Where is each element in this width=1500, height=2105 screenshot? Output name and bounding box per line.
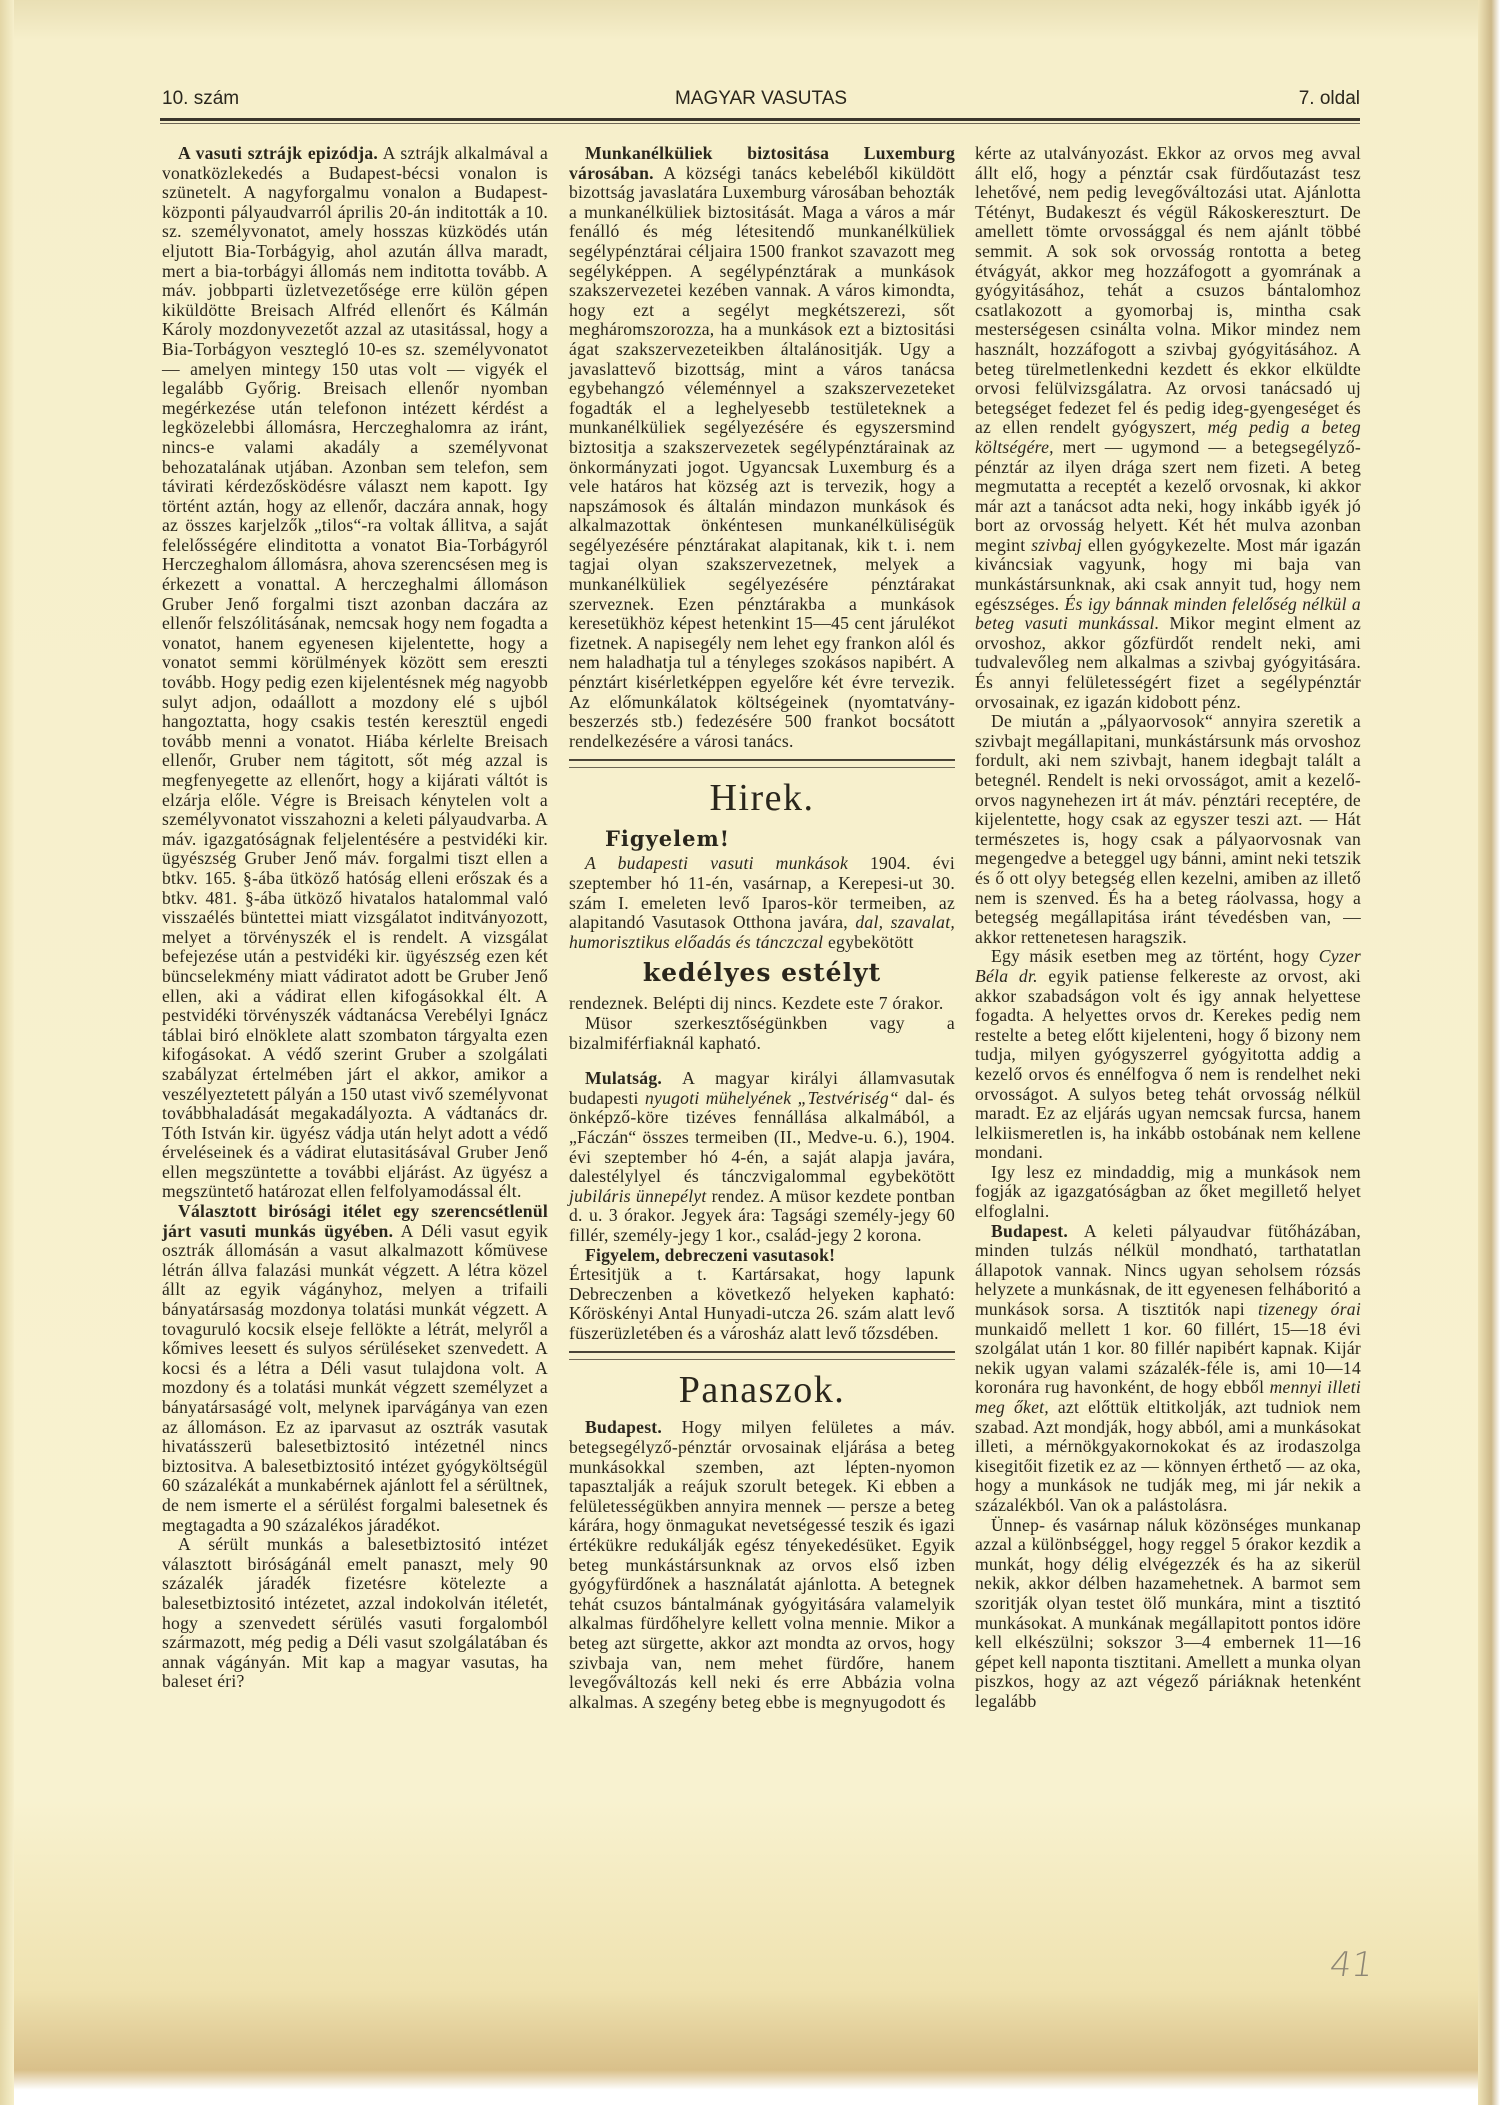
body-text: Hogy milyen felületes a máv. betegsegélyző-pénztár orvosainak eljárása a beteg munkásokkal szemben, azt lépten-nyomon tapasztalják a reájuk szorult betegek. Ki ebben a felületességükben annyira mennek — persze a beteg kárára, hogy önmagukat nevetségessé teszik és igazi értékükre redukálják egész tényekedésüket. Egyik beteg munkástársunknak az orvos első izben gyógyfürdőnek a használatát ajánlotta. A betegnek tehát csuzos bántalmának gyógyitására valamelyik alkalmas fürdőhelyre kellett volna mennie. Mikor a beteg azt sürgette, akkor azt mondta az orvos, hogy szivbaja van, nem mehet fürdőre, hanem levegőváltozás kell neki és erre Abbázia volna alkalmas. A szegény beteg ebbe is megnyugodott és — [569, 1417, 955, 1712]
body-text: azt előttük eltitkolják, azt tudniok nem szabad. Azt mondják, hogy abból, ami a munkásokat illeti, a mérnökgyakornokokat és az irodaszolga kisegitőit fizetik ez az — könnyen érthető — az oka, hogy a munkások ne tudják meg, mi jár nekik a százalékból. Van ok a palástolásra. — [975, 1397, 1361, 1515]
emphasized-text: Cyzer Béla dr. — [975, 946, 1361, 986]
page-number: 7. oldal — [1298, 88, 1360, 109]
body-text: egybekötött — [823, 931, 914, 952]
body-text: A sztrájk alkalmával a vonatközlekedés a Budapest-bécsi vonalon is szünetelt. A nagyforgalmu vonalon a Budapest-központi pályaudvarról április 20-án inditották a 10. sz. személyvonatot, amely hosszas küzködés után eljutott Bia-Torbágyig, ahol azután állva maradt, mert a bia-torbágyi állomás nem inditotta tovább. A máv. jobbparti üzletvezetősége erre külön gépen kiküldötte Breisach Alfréd ellenőrt és Kálmán Károly mozdonyvezetőt azzal az utasitással, hogy a Bia-Torbágyon vesztegló 10-es sz. személyvonatot — amelyen mintegy 150 utas volt — vigyék el legalább Győrig. Breisach ellenőr nyomban megérkezése után telefonon intézett kérdést a legközelebbi állomásra, Herczeghalomra az iránt, nincs-e valami akadály a személyvonat behozatalának utjában. Azonban sem telefon, sem távirati kérdezősködésre választ nem kapott. Igy történt aztán, hogy az ellenőr, daczára annak, hogy az összes karjelzők „tilos“-ra voltak állitva, a saját felelősségére elinditotta a vonatot Bia-Torbágyról Herczeghalom állomásra, ahova szerencsésen meg is érkezett a vonattal. A herczeghalmi állomáson Gruber Jenő forgalmi tiszt azonban daczára az ellenőr felszólitásának, nemcsak hogy nem fogadta a vonatot, hanem egyenesen kijelentette, hogy a vonatot semmi körülmények között sem ereszti tovább. Hogy pedig ezen kijelentésnek még nagyobb sulyt adjon, odaállott a mozdony elé s ujból hangoztatta, hogy csakis testén keresztül engedi tovább menni a vonatot. Hiába kérlelte Breisach ellenőr, Gruber nem tágitott, sőt még azzal is megfenyegette az ellenőrt, hogy a kijárati váltót is elzárja előle. Végre is Breisach kénytelen volt a személyvonatot visszahozni a keleti pályaudvarba. A máv. igazgatóságnak feljelentésére a pestvidéki kir. ügyészség Gruber Jenő máv. forgalmi tiszt ellen a btkv. 165. §-ába ütköző hatóság elleni erőszak és a btkv. 481. §-ába ütköző hivatalos hatalommal való visszaélés büntettei miatt vizsgálatot inditványozott, melyet a törvényszék el is rendelt. A vizsgálat befejezése után a pestvidéki kir. ügyészség ezen két büncselekmény miatt vádiratot adott be Gruber Jenő ellen, aki a vádirat ellen kifogásokkal élt. A pestvidéki törvényszék vádtanácsa Verebélyi Ignácz táblai biró elnöklete alatt szombaton tárgyalta ezen kifogásokat. A védő szerint Gruber a szolgálati szabályzat értelmében járt el akkor, amikor a veszélyeztetett pályán a 150 utast vivő személyvonat továbbhaladását megakadályozta. A vádtanács dr. Tóth István kir. ügyész vádja után helyt adott a védő érveléseinek és a vádirat elutasitásával Gruber Jenő ellen megszüntette a további eljárást. Az ügyész a megszüntető határozat ellen felfolyamodással élt. — [162, 143, 549, 1202]
body-text: ellen gyógykezelte. Most már igazán kiváncsiak vagyunk, hogy mi baja van munkástársunknak, aki csak annyit tud, hogy nem egészséges. — [975, 534, 1362, 614]
body-text: 1904. évi szeptember hó 11-én, vasárnap, a Kerepesi-ut 30. szám I. emeleten levő Iparos-kör termeiben, az alapitandó Vasutasok Otthona javára, — [569, 853, 955, 933]
emphasized-text: dal, szavalat, humorisztikus előadás és tánczczal — [569, 912, 955, 952]
body-text: Értesitjük a t. Kartársakat, hogy lapunk Debreczenben a következő helyeken kapható: Kőröskényi Antal Hunyadi-utcza 26. szám alatt levő füszerüzletében és a városház alatt levő tőzsdében. — [569, 1264, 955, 1343]
section-heading: Panaszok. — [678, 1369, 846, 1412]
article-paragraph — [162, 144, 548, 1202]
article-paragraph — [162, 1202, 548, 1535]
body-text: rendeznek. Belépti dij nincs. Kezdete este 7 órakor. — [569, 993, 944, 1014]
article-lead-heading: Munkanélküliek biztositása Luxemburg városában. — [569, 143, 955, 183]
page-header — [162, 86, 1360, 116]
body-text: A keleti pályaudvar fütőházában, minden tulzás nélkül mondható, tarthatatlan állapotok vannak. Nincs ugyan seholsem rózsás helyzete a munkásnak, de itt egyenesen felháboritó a munkások sorsa. A tisztitók napi — [975, 1220, 1361, 1320]
article-paragraph — [975, 144, 1361, 712]
article-paragraph — [975, 712, 1361, 947]
body-text: Egy másik esetben meg az történt, hogy — [991, 946, 1319, 967]
article-paragraph — [569, 1418, 955, 1712]
column-2 — [569, 144, 955, 1712]
header-rule — [160, 118, 1360, 121]
spacer — [569, 1053, 955, 1069]
body-text: A magyar királyi államvasutak budapesti — [569, 1068, 955, 1108]
article-lead-heading: Mulatság. — [585, 1068, 663, 1089]
article-paragraph — [569, 994, 955, 1014]
newspaper-title: MAGYAR VASUTAS — [674, 88, 848, 109]
body-text: egyik patiense felkereste az orvost, aki akkor szabadságon volt és igy annak helyettese fogadta. A helyettes orvos dr. Kerekes pedig nem restelte a beteg előtt kijelenteni, hogy ő bizony nem tudja, milyen gyógyszerrel gyógyitotta addig a kezelő orvos és ennélfogva ő nem is rendelhet neki orvosságot. A sulyos beteg tehát orvosság nélkül maradt. Ez az eljárás ugyan nemcsak furcsa, hanem lelkiismeretlen is, ha inkább ostobának nem kellene mondani. — [975, 965, 1361, 1163]
header-rule-thin — [160, 123, 1360, 124]
body-text: A községi tanács kebeléből kiküldött bizottság javaslatára Luxemburg városában behozták a munkanélküliek biztositását. Maga a város a már fenálló és még létesitendő munkanélküliek segélypénztárai céljaira 1500 frankot szavazott meg segélyképpen. A segélypénztárak a munkások szakszervezetei kezében vannak. A város kimondta, hogy ezt a segélyt megkétszerezi, sőt megháromszorozza, ha a munkások ezt a biztositási ágat szakszervezeteikben általánositják. Ugy a javaslattevő bizottság, mint a város tanácsa egybehangzó véleménnyel a szakszervezeteket fogadták el a leghelyesebb testületeknek a munkanélküliek segélyezésére és egyszersmind biztositja a szakszervezetek segélypénztárainak az önkormányzati jogot. Ugyancsak Luxemburg és a vele határos hat község azt is tervezik, hogy a napszámosok és általán mindazon munkások és alkalmazottak önkéntesen munkanélküliségük segélyezésére pénztárakat alapitanak, kik t. i. nem tagjai olyan szakszervezetnek, melyek a munkanélküliek segélyezésére pénztárakat szerveznek. Ezen pénztárakba a munkások keresetükhöz képest hetenkint 15—45 cent járulékot fizetnek. A napisegély nem lehet egy frankon alól és nem haladhatja tul a tényleges szokásos napibért. A pénztárt kisérletképpen egyelőre két évre tervezik. Az előmunkálatok költségeinek (nyomtatvány-beszerzés stb.) fedezésére 500 frankot bocsátott rendelkezésére a városi tanács. — [569, 162, 955, 751]
article-paragraph — [162, 1535, 548, 1692]
column-1 — [162, 144, 548, 1692]
section-heading: Hirek. — [709, 777, 815, 820]
article-paragraph — [569, 854, 955, 952]
article-lead-heading: A vasuti sztrájk epizódja. — [178, 143, 379, 163]
body-text: Ünnep- és vasárnap náluk közönséges munkanap azzal a különbséggel, hogy reggel 5 órakor kezdik a munkát, hogy délig elvégezzék és ha az sikerül nekik, akkor délben hazamehetnek. A barmot sem szoritják olyan testet ölő munkára, mint a tisztitó munkásokat. A munkának megállapitott pontos idöre kell elkészülni; sokszor 3—4 embernek 11—16 gépet kell naponta tisztitani. Amellett a munka olyan piszkos, hogy az azt végező páriáknak hetenként legalább — [975, 1514, 1361, 1711]
handwritten-page-number: 41 — [1327, 1945, 1377, 1985]
emphasized-text: nyugoti mühelyének „Testvériség“ — [644, 1087, 899, 1108]
body-text: De miután a „pályaorvosok“ annyira szeretik a szivbajt megállapitani, munkástársunk más orvoshoz fordult, aki nem szivbajt, hanem idegbajt talált a betegnél. Rendelt is neki orvosságot, amit a kezelő-orvos nagynehezen irt át máv. pénztári receptére, de kijelentette, hogy csak az egyszer teszi azt. — Hát természetes is, hogy csak a pályaorvosnak van megengedve a beteggel ugy bánni, amint neki tetszik és ő ott olyy betegség ellen kezelni, amiben az illető nem is szenved. És ha a beteg ráolvassa, hogy a betegség megállapitása iránt tévedésben van, — akkor rettenetesen haragszik. — [975, 711, 1362, 947]
column-3 — [975, 144, 1361, 1712]
emphasized-text: tizenegy órai — [1257, 1299, 1361, 1320]
emphasized-text: jubiláris ünnepélyt — [569, 1185, 707, 1206]
emphasized-text: még pedig a beteg költségére, — [975, 417, 1361, 457]
article-paragraph — [569, 1246, 955, 1344]
body-text: mert — ugymond — a betegsegélyző-pénztár az ilyen drága szert nem fizeti. A beteg megmutatta a receptét a kezelő orvosnak, ki akkor már azt a tanácsot adta neki, hogy inkább igyék jó bort az orvosság helyett. Két hét mulva azonban megint — [975, 436, 1361, 555]
scan-edge-right — [1478, 0, 1500, 2105]
emphasized-text: És igy bánnak minden felelőség nélkül a beteg vasuti munkással. — [975, 593, 1361, 634]
scan-edge-left — [0, 0, 14, 2105]
section-divider — [569, 759, 955, 768]
notice-heading: Figyelem! — [605, 826, 730, 852]
article-lead-heading: Figyelem, debreczeni vasutasok! — [585, 1244, 836, 1265]
section-divider — [569, 1351, 955, 1360]
body-text: Mikor megint elment az orvoshoz, akkor gőzfürdőt rendelt neki, ami tudvalevőleg nem alkalmas a szivbaj gyógyitására. És annyi felületességért fizet a segélypénztár orvosainak, ez igazán kidobott pénz. — [975, 613, 1361, 712]
article-paragraph — [975, 947, 1361, 1163]
article-lead-heading: Választott birósági itélet egy szerencsétlenül járt vasuti munkás ügyében. — [162, 1201, 548, 1241]
article-paragraph — [569, 1069, 955, 1245]
emphasized-text: szivbaj — [1031, 534, 1082, 555]
article-paragraph — [975, 1222, 1361, 1516]
body-text: A sérült munkás a balesetbiztositó intézet választott biróságánál emelt panaszt, mely 90 százalék járadék fizetésre kötelezte a balesetbiztositó intézetet, azzal indokolván itéletét, hogy a szenvedett sérülés vasuti forgalomból származott, még pedig a Déli vasut szolgálatában és annak vágányán. Mit kap a magyar vasutas, ha baleset éri? — [162, 1534, 548, 1692]
body-text: rendez. A müsor kezdete pontban d. u. 3 órakor. Jegyek ára: Tagsági személy-jegy 60 fillér, személy-jegy 1 kor., család-jegy 2 korona. — [569, 1185, 955, 1245]
body-text: Müsor szerkesztőségünkben vagy a bizalmiférfiaknál kapható. — [569, 1012, 955, 1053]
emphasized-text: A budapesti vasuti munkások — [585, 853, 849, 874]
body-text: A Déli vasut egyik osztrák állomásán a vasut alkalmazott kőmüvese létrán állva falazási munkát végzett. A létra közel állt az egyik vágányhoz, melyen a trifaili bányatársaság mozdonya tolatási munkát végzett. A tovaguruló kocsik elseje fellökte a létrát, melyről a kőmives leesett és sulyos sérüléseket szenvedett. A kocsi és a létra a Déli vasut tulajdona volt. A mozdony és a tolatási munkát végzett személyzet a bányatársaságé volt, melynek iparvágánya van ezen az állomáson. Ez az iparvasut az osztrák vasutak hivatásszerü balesetbiztositó intézetnél nincs biztositva. A balesetbiztositó intézet gyógyköltségül 60 százalékát a munkabérnek ajánlott fel a sérültnek, de nem ismerte el a sérülést forgalmi balesetnek és megtagadta a 90 százalékos járadékot. — [162, 1220, 548, 1535]
article-lead-heading: Budapest. — [991, 1220, 1069, 1241]
event-title: kedélyes estélyt — [642, 958, 882, 988]
article-paragraph — [569, 1014, 955, 1053]
article-paragraph — [975, 1163, 1361, 1222]
body-text: dal- és önképző-köre tizéves fennállása alkalmából, a „Fáczán“ összes termeiben (II., Medve-u. 6.), 1904. évi szeptember hó 4-én, a saját alapja javára, dalestélylyel és tánczvigalommal egybekötött — [569, 1087, 956, 1187]
article-lead-heading: Budapest. — [585, 1417, 663, 1438]
issue-number: 10. szám — [162, 88, 240, 109]
article-paragraph — [569, 144, 955, 751]
body-text: munkaidő mellett 1 kor. 60 fillért, 15—18 évi szolgálat után 1 kor. 80 fillér napibért kapnak. Kijár nekik ugyan valami százalék-féle is, ami 10—14 koronára rug havonként, de hogy ebből — [975, 1318, 1361, 1398]
body-text: kérte az utalványozást. Ekkor az orvos meg avval állt elő, hogy a pénztár csak fürdőutazást tesz lehetővé, nem pedig levegőváltozási utat. Ajánlotta Tétényt, Budakeszt és végül Rákoskereszturt. De amellett tömte orvossággal és nem ajánlt többé semmit. A sok sok orvosság rontotta a beteg étvágyát, akkor meg hozzáfogott a gyomrának a gyógyitásához, tehát a csuzos bántalomhoz csatlakozott a gyomorbaj is, mintha csak mesterségesen csinálta volna. Mikor mindez nem használt, hozzáfogott a szivbaj gyógyitásához. A beteg türelmetlenkedni kezdett és ekkor elküldte orvosi felülvizsgálatra. Az orvosi tanácsadó uj betegséget fedezet fel és pedig ideg-gyengeséget és az ellen rendelt gyógyszert, — [975, 143, 1361, 438]
emphasized-text: mennyi illeti meg őket, — [975, 1377, 1361, 1417]
body-text: Igy lesz ez mindaddig, mig a munkások nem fogják az igazgatóságban az őket megillető helyet elfoglalni. — [975, 1161, 1361, 1222]
article-paragraph — [975, 1516, 1361, 1712]
